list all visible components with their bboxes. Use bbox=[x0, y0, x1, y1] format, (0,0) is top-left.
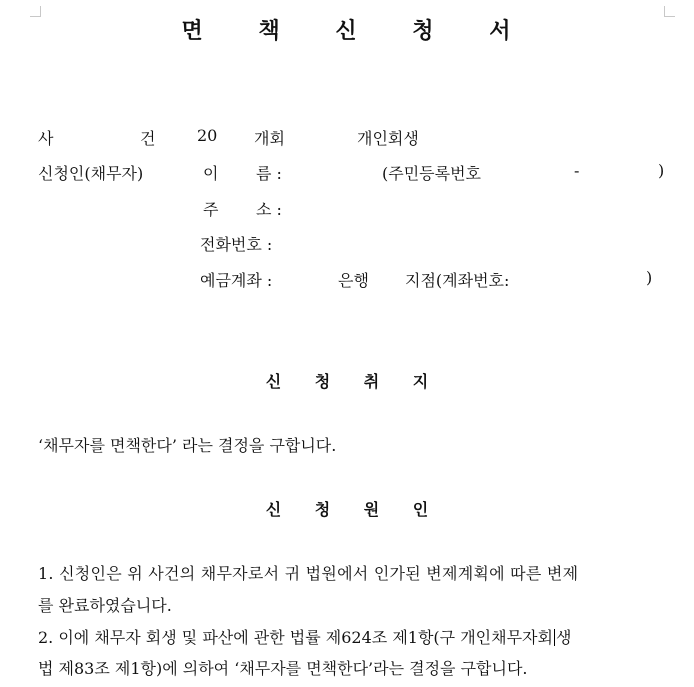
applicant-label: 신청인(채무자) bbox=[38, 164, 144, 183]
address-label-first-char: 주 bbox=[203, 200, 219, 219]
case-type: 개인회생 bbox=[357, 129, 419, 148]
reason-item1-line2: 를 완료하였습니다. bbox=[38, 596, 172, 615]
resident-id-dash: - bbox=[574, 161, 580, 180]
resident-id-close: ) bbox=[658, 161, 665, 180]
account-close: ) bbox=[646, 268, 653, 287]
address-label-second-part: 소 : bbox=[256, 200, 282, 219]
reason-heading: 신 청 원 인 bbox=[265, 500, 443, 519]
name-label-second-part: 름 : bbox=[256, 164, 282, 183]
account-label: 예금계좌 : bbox=[200, 271, 273, 290]
phone-label: 전화번호 : bbox=[200, 235, 273, 254]
reason-item2-line1-text: 2. 이에 채무자 회생 및 파산에 관한 법률 제624조 제1항(구 개인채무자회 bbox=[38, 628, 553, 647]
reason-item2-line1 bbox=[38, 625, 668, 648]
case-label-first-char: 사 bbox=[38, 129, 54, 148]
name-label-first-char: 이 bbox=[203, 164, 219, 183]
text-cursor bbox=[554, 629, 555, 646]
case-number-suffix: 개회 bbox=[254, 129, 285, 148]
purpose-text: ‘채무자를 면책한다’ 라는 결정을 구합니다. bbox=[38, 436, 337, 455]
reason-item1-line1: 1. 신청인은 위 사건의 채무자로서 귀 법원에서 인가된 변제계획에 따른 변제 bbox=[38, 564, 579, 583]
resident-id-label: (주민등록번호 bbox=[382, 164, 481, 183]
case-year-prefix: 20 bbox=[197, 126, 218, 145]
reason-item2-line2: 법 제83조 제1항)에 의하여 ‘채무자를 면책한다’라는 결정을 구합니다. bbox=[38, 659, 528, 678]
purpose-heading: 신 청 취 지 bbox=[265, 372, 443, 391]
branch-account-label: 지점(계좌번호: bbox=[405, 271, 510, 290]
case-label-second-char: 건 bbox=[140, 129, 156, 148]
reason-item2-line1-end: 생 bbox=[555, 628, 572, 647]
bank-label: 은행 bbox=[338, 271, 369, 290]
document-title: 면 책 신 청 서 bbox=[181, 18, 535, 44]
